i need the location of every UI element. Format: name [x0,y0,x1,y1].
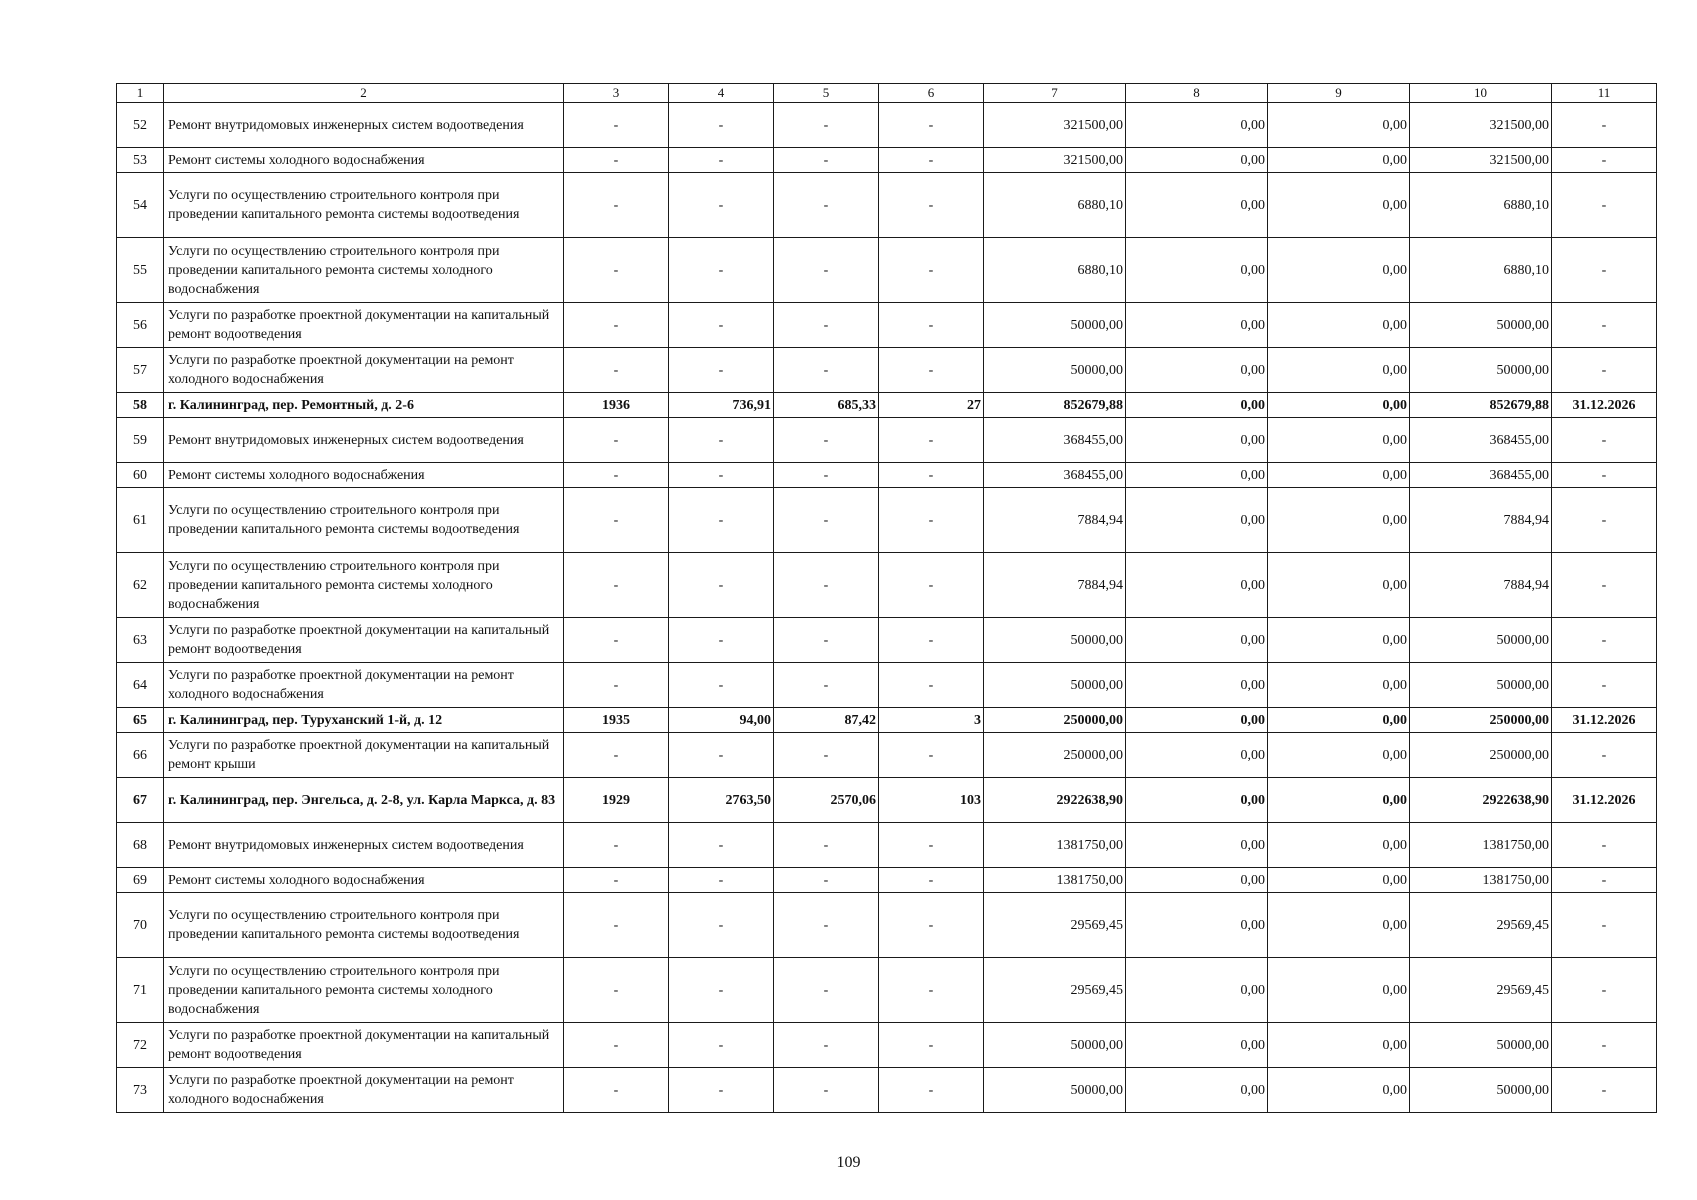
cell-cost-9: 0,00 [1268,1023,1410,1068]
cell-cost-total: 852679,88 [984,393,1126,418]
table-row [117,618,1657,663]
cell-cost-8: 0,00 [1126,1068,1268,1113]
cell-area-living: - [774,868,879,893]
cell-work-name: Услуги по разработке проектной документации на капитальный ремонт крыши [164,733,564,778]
cell-cost-9: 0,00 [1268,173,1410,238]
cell-area-total: - [669,103,774,148]
cell-residents: - [879,418,984,463]
cell-deadline: - [1552,238,1657,303]
cell-cost-8: 0,00 [1126,1023,1268,1068]
cell-deadline: 31.12.2026 [1552,393,1657,418]
cell-work-name: Ремонт внутридомовых инженерных систем водоотведения [164,823,564,868]
cell-cost-10: 1381750,00 [1410,823,1552,868]
cell-deadline: 31.12.2026 [1552,778,1657,823]
cell-area-total: - [669,823,774,868]
cell-cost-8: 0,00 [1126,418,1268,463]
cell-deadline: - [1552,733,1657,778]
table-row [117,348,1657,393]
cell-area-living: - [774,1023,879,1068]
cell-area-total: - [669,348,774,393]
cell-cost-10: 6880,10 [1410,173,1552,238]
cell-area-living: - [774,618,879,663]
cell-cost-total: 250000,00 [984,708,1126,733]
cell-cost-9: 0,00 [1268,1068,1410,1113]
cell-row-number: 73 [117,1068,164,1113]
cell-cost-total: 50000,00 [984,618,1126,663]
cell-cost-total: 6880,10 [984,238,1126,303]
cell-cost-10: 7884,94 [1410,553,1552,618]
cell-cost-8: 0,00 [1126,893,1268,958]
cell-row-number: 52 [117,103,164,148]
cell-work-name: Ремонт системы холодного водоснабжения [164,148,564,173]
cell-year: 1929 [564,778,669,823]
cell-area-total: 736,91 [669,393,774,418]
cell-cost-total: 2922638,90 [984,778,1126,823]
cell-cost-10: 1381750,00 [1410,868,1552,893]
cell-deadline: - [1552,463,1657,488]
cell-cost-9: 0,00 [1268,893,1410,958]
cell-cost-10: 321500,00 [1410,148,1552,173]
cell-cost-8: 0,00 [1126,958,1268,1023]
cell-work-name: Услуги по осуществлению строительного контроля при проведении капитального ремонта системы холодного водоснабжения [164,958,564,1023]
cell-residents: - [879,1068,984,1113]
cell-year: - [564,733,669,778]
cell-work-name: Услуги по разработке проектной документации на ремонт холодного водоснабжения [164,663,564,708]
cell-cost-10: 321500,00 [1410,103,1552,148]
cell-area-total: - [669,463,774,488]
col-header-5: 5 [774,84,879,103]
table-row [117,663,1657,708]
cell-work-name: Ремонт системы холодного водоснабжения [164,463,564,488]
cell-cost-9: 0,00 [1268,553,1410,618]
cell-cost-total: 50000,00 [984,1023,1126,1068]
cell-row-number: 61 [117,488,164,553]
cell-row-number: 67 [117,778,164,823]
cell-year: - [564,488,669,553]
cell-year: - [564,1023,669,1068]
cell-row-number: 56 [117,303,164,348]
cell-row-number: 62 [117,553,164,618]
col-header-11: 11 [1552,84,1657,103]
cell-area-living: - [774,303,879,348]
cell-residents: - [879,893,984,958]
cell-residents: - [879,348,984,393]
cell-area-living: 685,33 [774,393,879,418]
cell-cost-9: 0,00 [1268,708,1410,733]
col-header-2: 2 [164,84,564,103]
cell-residents: - [879,463,984,488]
cell-deadline: - [1552,173,1657,238]
cell-cost-total: 368455,00 [984,418,1126,463]
cell-cost-9: 0,00 [1268,488,1410,553]
cell-area-living: - [774,173,879,238]
cell-residents: - [879,553,984,618]
cell-deadline: - [1552,958,1657,1023]
cell-area-living: - [774,348,879,393]
cell-cost-10: 50000,00 [1410,348,1552,393]
cell-cost-total: 1381750,00 [984,868,1126,893]
cell-area-living: - [774,958,879,1023]
cell-year: - [564,238,669,303]
cell-year: - [564,1068,669,1113]
cell-area-living: - [774,103,879,148]
table-row [117,958,1657,1023]
cell-cost-total: 29569,45 [984,893,1126,958]
cell-cost-total: 7884,94 [984,488,1126,553]
table-row [117,303,1657,348]
cell-row-number: 71 [117,958,164,1023]
cell-cost-9: 0,00 [1268,958,1410,1023]
cell-cost-8: 0,00 [1126,393,1268,418]
col-header-7: 7 [984,84,1126,103]
table-body [117,84,1657,1113]
cell-area-living: - [774,238,879,303]
cell-area-total: 94,00 [669,708,774,733]
cell-area-total: - [669,173,774,238]
cell-row-number: 70 [117,893,164,958]
cell-cost-9: 0,00 [1268,823,1410,868]
cell-cost-total: 50000,00 [984,663,1126,708]
cell-area-living: - [774,823,879,868]
cell-area-total: 2763,50 [669,778,774,823]
cell-cost-8: 0,00 [1126,173,1268,238]
table-row [117,393,1657,418]
cell-cost-8: 0,00 [1126,238,1268,303]
cell-residents: - [879,303,984,348]
cell-deadline: - [1552,488,1657,553]
cell-row-number: 55 [117,238,164,303]
cell-cost-8: 0,00 [1126,708,1268,733]
cell-work-name: Услуги по осуществлению строительного контроля при проведении капитального ремонта системы водоотведения [164,893,564,958]
cell-area-total: - [669,618,774,663]
cell-residents: - [879,663,984,708]
cell-row-number: 58 [117,393,164,418]
cell-cost-10: 7884,94 [1410,488,1552,553]
col-header-8: 8 [1126,84,1268,103]
column-number-row [117,84,1657,103]
cell-cost-8: 0,00 [1126,463,1268,488]
table-row [117,103,1657,148]
cell-residents: - [879,148,984,173]
cell-cost-10: 50000,00 [1410,303,1552,348]
cell-deadline: - [1552,663,1657,708]
cell-work-name: Ремонт системы холодного водоснабжения [164,868,564,893]
cell-area-total: - [669,958,774,1023]
cell-year: - [564,173,669,238]
cell-deadline: 31.12.2026 [1552,708,1657,733]
cell-deadline: - [1552,618,1657,663]
cell-residents: - [879,488,984,553]
table-row [117,173,1657,238]
cell-residents: 27 [879,393,984,418]
cell-area-living: - [774,663,879,708]
table-row [117,148,1657,173]
cell-area-living: - [774,553,879,618]
cell-cost-8: 0,00 [1126,778,1268,823]
cell-area-total: - [669,418,774,463]
col-header-4: 4 [669,84,774,103]
cell-area-living: - [774,733,879,778]
cell-cost-9: 0,00 [1268,148,1410,173]
cell-cost-total: 50000,00 [984,303,1126,348]
cell-residents: - [879,823,984,868]
cell-cost-total: 250000,00 [984,733,1126,778]
table-row [117,1068,1657,1113]
cell-cost-10: 50000,00 [1410,618,1552,663]
cell-residents: 3 [879,708,984,733]
cell-cost-10: 852679,88 [1410,393,1552,418]
cell-cost-total: 6880,10 [984,173,1126,238]
cell-cost-8: 0,00 [1126,868,1268,893]
cell-cost-8: 0,00 [1126,303,1268,348]
cell-residents: - [879,238,984,303]
cell-area-total: - [669,553,774,618]
cell-cost-8: 0,00 [1126,663,1268,708]
table-row [117,553,1657,618]
cell-row-number: 66 [117,733,164,778]
cell-cost-10: 50000,00 [1410,663,1552,708]
cell-deadline: - [1552,1023,1657,1068]
cell-year: - [564,618,669,663]
cell-cost-9: 0,00 [1268,618,1410,663]
cell-cost-9: 0,00 [1268,348,1410,393]
cell-work-name: Ремонт внутридомовых инженерных систем водоотведения [164,103,564,148]
cell-area-total: - [669,488,774,553]
cell-deadline: - [1552,103,1657,148]
cell-year: - [564,663,669,708]
cell-area-total: - [669,238,774,303]
cell-cost-10: 250000,00 [1410,733,1552,778]
cell-cost-9: 0,00 [1268,663,1410,708]
cell-area-living: - [774,893,879,958]
cell-work-name: Услуги по разработке проектной документации на ремонт холодного водоснабжения [164,348,564,393]
cell-work-name: Ремонт внутридомовых инженерных систем водоотведения [164,418,564,463]
cell-work-name: Услуги по разработке проектной документации на капитальный ремонт водоотведения [164,1023,564,1068]
cell-area-total: - [669,663,774,708]
cell-row-number: 60 [117,463,164,488]
col-header-6: 6 [879,84,984,103]
cell-cost-total: 50000,00 [984,1068,1126,1113]
cell-cost-9: 0,00 [1268,103,1410,148]
cell-work-name: г. Калининград, пер. Ремонтный, д. 2-6 [164,393,564,418]
cell-cost-10: 29569,45 [1410,958,1552,1023]
cell-cost-10: 6880,10 [1410,238,1552,303]
page-number: 109 [836,1154,861,1171]
cell-row-number: 64 [117,663,164,708]
cell-year: 1936 [564,393,669,418]
cell-area-total: - [669,1068,774,1113]
cell-year: - [564,893,669,958]
cell-work-name: Услуги по осуществлению строительного контроля при проведении капитального ремонта системы холодного водоснабжения [164,238,564,303]
table-row [117,418,1657,463]
cell-year: - [564,463,669,488]
cell-cost-10: 368455,00 [1410,418,1552,463]
cell-deadline: - [1552,1068,1657,1113]
cell-deadline: - [1552,823,1657,868]
col-header-3: 3 [564,84,669,103]
col-header-1: 1 [117,84,164,103]
cell-work-name: г. Калининград, пер. Туруханский 1-й, д. 12 [164,708,564,733]
cell-residents: - [879,173,984,238]
cell-row-number: 53 [117,148,164,173]
cell-area-living: - [774,1068,879,1113]
cell-cost-total: 321500,00 [984,148,1126,173]
cell-cost-9: 0,00 [1268,778,1410,823]
cell-cost-total: 50000,00 [984,348,1126,393]
cell-area-living: - [774,418,879,463]
table-row [117,463,1657,488]
cell-deadline: - [1552,868,1657,893]
cell-area-living: - [774,488,879,553]
cell-deadline: - [1552,303,1657,348]
cell-area-total: - [669,303,774,348]
cell-work-name: Услуги по осуществлению строительного контроля при проведении капитального ремонта системы холодного водоснабжения [164,553,564,618]
cell-cost-total: 1381750,00 [984,823,1126,868]
cell-row-number: 72 [117,1023,164,1068]
cell-year: - [564,553,669,618]
cell-deadline: - [1552,348,1657,393]
cell-year: - [564,303,669,348]
table-row [117,238,1657,303]
cell-cost-10: 50000,00 [1410,1068,1552,1113]
cell-year: - [564,823,669,868]
cell-cost-total: 29569,45 [984,958,1126,1023]
cell-work-name: Услуги по разработке проектной документации на капитальный ремонт водоотведения [164,303,564,348]
cell-cost-total: 7884,94 [984,553,1126,618]
cell-residents: - [879,733,984,778]
table-row [117,733,1657,778]
cell-residents: 103 [879,778,984,823]
cell-residents: - [879,1023,984,1068]
cell-year: - [564,418,669,463]
cell-year: - [564,958,669,1023]
cell-cost-10: 50000,00 [1410,1023,1552,1068]
table-row [117,488,1657,553]
cell-cost-total: 321500,00 [984,103,1126,148]
cell-deadline: - [1552,893,1657,958]
cell-row-number: 59 [117,418,164,463]
table-row [117,1023,1657,1068]
cell-cost-10: 250000,00 [1410,708,1552,733]
cell-cost-9: 0,00 [1268,393,1410,418]
cell-cost-8: 0,00 [1126,148,1268,173]
cell-cost-8: 0,00 [1126,103,1268,148]
table-row [117,778,1657,823]
cell-row-number: 63 [117,618,164,663]
cell-area-total: - [669,868,774,893]
cell-deadline: - [1552,418,1657,463]
cell-cost-10: 368455,00 [1410,463,1552,488]
cell-cost-8: 0,00 [1126,553,1268,618]
cell-cost-9: 0,00 [1268,303,1410,348]
cell-cost-total: 368455,00 [984,463,1126,488]
cell-row-number: 65 [117,708,164,733]
cell-deadline: - [1552,553,1657,618]
table-row [117,893,1657,958]
cell-residents: - [879,958,984,1023]
cell-row-number: 69 [117,868,164,893]
cell-row-number: 57 [117,348,164,393]
cell-cost-8: 0,00 [1126,488,1268,553]
cell-cost-10: 29569,45 [1410,893,1552,958]
cell-area-total: - [669,1023,774,1068]
cell-cost-8: 0,00 [1126,823,1268,868]
cell-area-living: - [774,463,879,488]
cell-area-living: 2570,06 [774,778,879,823]
cell-year: - [564,868,669,893]
cell-work-name: Услуги по осуществлению строительного контроля при проведении капитального ремонта системы водоотведения [164,488,564,553]
cell-area-total: - [669,148,774,173]
cell-cost-9: 0,00 [1268,868,1410,893]
cell-cost-10: 2922638,90 [1410,778,1552,823]
cell-cost-9: 0,00 [1268,733,1410,778]
cell-area-total: - [669,893,774,958]
cell-deadline: - [1552,148,1657,173]
col-header-10: 10 [1410,84,1552,103]
cell-work-name: Услуги по разработке проектной документации на капитальный ремонт водоотведения [164,618,564,663]
cell-area-living: - [774,148,879,173]
cell-year: - [564,348,669,393]
cell-work-name: г. Калининград, пер. Энгельса, д. 2-8, ул. Карла Маркса, д. 83 [164,778,564,823]
cell-year: - [564,103,669,148]
cell-cost-8: 0,00 [1126,733,1268,778]
cell-row-number: 68 [117,823,164,868]
col-header-9: 9 [1268,84,1410,103]
cell-residents: - [879,103,984,148]
cell-area-total: - [669,733,774,778]
cell-row-number: 54 [117,173,164,238]
cell-work-name: Услуги по разработке проектной документации на ремонт холодного водоснабжения [164,1068,564,1113]
table-row [117,868,1657,893]
works-table [116,83,1657,1113]
cell-cost-9: 0,00 [1268,463,1410,488]
cell-cost-9: 0,00 [1268,418,1410,463]
cell-residents: - [879,868,984,893]
cell-work-name: Услуги по осуществлению строительного контроля при проведении капитального ремонта системы водоотведения [164,173,564,238]
table-row [117,708,1657,733]
table-row [117,823,1657,868]
cell-area-living: 87,42 [774,708,879,733]
cell-year: 1935 [564,708,669,733]
cell-cost-9: 0,00 [1268,238,1410,303]
cell-cost-8: 0,00 [1126,348,1268,393]
cell-cost-8: 0,00 [1126,618,1268,663]
cell-residents: - [879,618,984,663]
cell-year: - [564,148,669,173]
